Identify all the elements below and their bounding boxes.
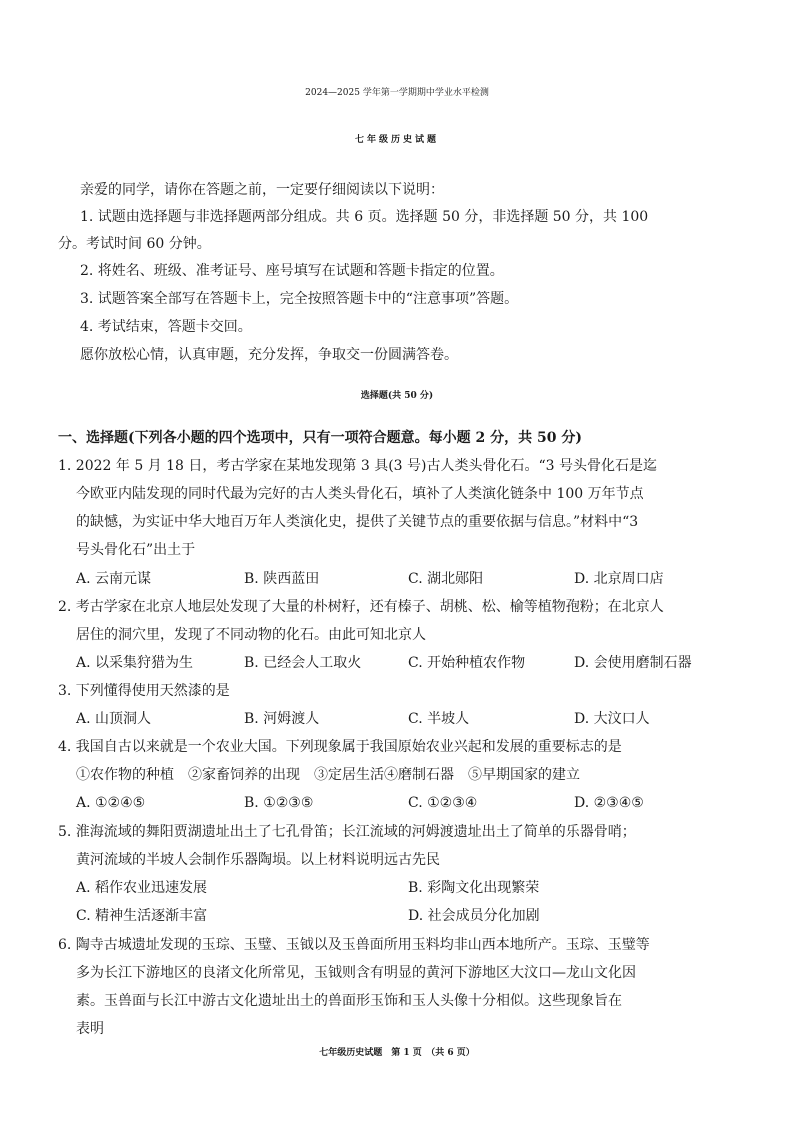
option-c: C. 精神生活逐渐丰富 xyxy=(76,908,208,924)
option-b: B. 陕西蓝田 xyxy=(244,571,320,587)
option-a: A. 以采集狩猎为生 xyxy=(76,655,194,671)
question-text-line: 1. 2022 年 5 月 18 日，考古学家在某地发现第 3 具(3 号)古人类头骨化石。“3 号头骨化石是迄 xyxy=(58,458,658,474)
instructions-intro: 亲爱的同学，请你在答题之前，一定要仔细阅读以下说明： xyxy=(80,182,444,198)
option-d: D. 北京周口店 xyxy=(574,571,664,587)
question-text-line: 居住的洞穴里，发现了不同动物的化石。由此可知北京人 xyxy=(76,627,426,643)
option-b: B. 已经会人工取火 xyxy=(244,655,362,671)
question-text-line: 3. 下列懂得使用天然漆的是 xyxy=(58,683,230,699)
question-text-line: 4. 我国自古以来就是一个农业大国。下列现象属于我国原始农业兴起和发展的重要标志的是 xyxy=(58,739,622,755)
instruction-item-4: 4. 考试结束，答题卡交回。 xyxy=(80,319,252,335)
section-title: 选择题(共 50 分) xyxy=(360,391,434,401)
question-text-line: 2. 考古学家在北京人地层处发现了大量的朴树籽，还有榛子、胡桃、松、榆等植物孢粉；在北京人 xyxy=(58,599,664,615)
option-c: C. 半坡人 xyxy=(408,711,470,727)
instruction-item-1-cont: 分。考试时间 60 分钟。 xyxy=(58,236,211,252)
option-c: C. ①②③④ xyxy=(408,795,478,811)
question-text-line: 表明 xyxy=(76,1021,104,1037)
option-a: A. ①②④⑤ xyxy=(76,795,146,811)
instruction-item-1: 1. 试题由选择题与非选择题两部分组成。共 6 页。选择题 50 分，非选择题 50 分，共 100 xyxy=(80,209,649,225)
question-text-line: 的缺憾，为实证中华大地百万年人类演化史，提供了关键节点的重要依据与信息。”材料中“3 xyxy=(76,514,639,530)
option-a: A. 云南元谋 xyxy=(76,571,152,587)
option-d: D. 大汶口人 xyxy=(574,711,650,727)
instruction-item-3: 3. 试题答案全部写在答题卡上，完全按照答题卡中的“注意事项”答题。 xyxy=(80,291,519,307)
option-b: B. 彩陶文化出现繁荣 xyxy=(408,880,540,896)
question-text-line: 多为长江下游地区的良渚文化所常见，玉钺则含有明显的黄河下游地区大汶口—龙山文化因 xyxy=(76,965,636,981)
instruction-item-2: 2. 将姓名、班级、准考证号、座号填写在试题和答题卡指定的位置。 xyxy=(80,263,504,279)
option-c: C. 开始种植农作物 xyxy=(408,655,526,671)
subject-title: 七年级历史试题 xyxy=(354,135,439,145)
option-d: D. 会使用磨制石器 xyxy=(574,655,692,671)
page-footer: 七年级历史试题 第 1 页 （共 6 页） xyxy=(319,1048,475,1058)
option-c: C. 湖北郧阳 xyxy=(408,571,484,587)
exam-title: 2024—2025 学年第一学期期中学业水平检测 xyxy=(305,88,489,98)
question-text-line: 5. 淮海流域的舞阳贾湖遗址出土了七孔骨笛；长江流域的河姆渡遗址出土了简单的乐器骨哨； xyxy=(58,824,636,840)
question-text-line: 黄河流域的半坡人会制作乐器陶埙。以上材料说明远古先民 xyxy=(76,852,440,868)
option-a: A. 稻作农业迅速发展 xyxy=(76,880,208,896)
option-d: D. ②③④⑤ xyxy=(574,795,644,811)
question-text-line: 6. 陶寺古城遗址发现的玉琮、玉璧、玉钺以及玉兽面所用玉料均非山西本地所产。玉琮、玉璧等 xyxy=(58,937,650,953)
option-b: B. ①②③⑤ xyxy=(244,795,314,811)
instructions-closing: 愿你放松心情，认真审题，充分发挥，争取交一份圆满答卷。 xyxy=(80,347,458,363)
question-text-line: 号头骨化石”出土于 xyxy=(76,542,196,558)
option-d: D. 社会成员分化加剧 xyxy=(408,908,540,924)
option-b: B. 河姆渡人 xyxy=(244,711,320,727)
question-text-line: 素。玉兽面与长江中游古文化遗址出土的兽面形玉饰和玉人头像十分相似。这些现象旨在 xyxy=(76,993,622,1009)
part-heading: 一、选择题(下列各小题的四个选项中，只有一项符合题意。每小题 2 分，共 50 分) xyxy=(58,430,582,446)
option-a: A. 山顶洞人 xyxy=(76,711,152,727)
question-text-line: 今欧亚内陆发现的同时代最为完好的古人类头骨化石，填补了人类演化链条中 100 万年节点 xyxy=(76,486,644,502)
question-text-line: ①农作物的种植 ②家畜饲养的出现 ③定居生活④磨制石器 ⑤早期国家的建立 xyxy=(76,767,580,783)
